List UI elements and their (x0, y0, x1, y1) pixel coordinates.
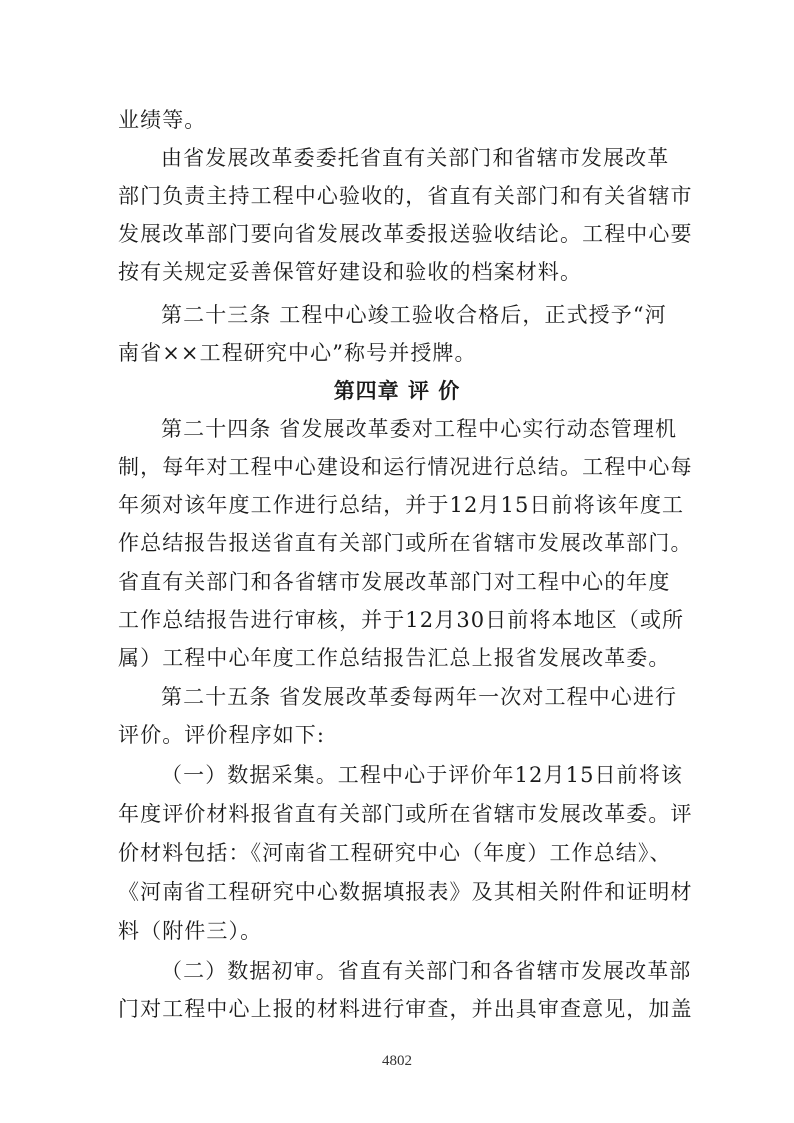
text-line: 发展改革部门要向省发展改革委报送验收结论。工程中心要 (118, 222, 693, 246)
article-25-line: 第二十五条 省发展改革委每两年一次对工程中心进行 (161, 685, 678, 709)
chapter-heading: 第四章 评 价 (333, 379, 461, 403)
text-line: 制，每年对工程中心建设和运行情况进行总结。工程中心每 (118, 455, 693, 479)
text-line: 料（附件三）。 (118, 919, 263, 943)
text-line: 按有关规定妥善保管好建设和验收的档案材料。 (118, 260, 583, 284)
text-line: 业绩等。 (118, 108, 207, 132)
item-1-line: （一）数据采集。工程中心于评价年12月15日前将该 (161, 763, 683, 787)
text-line: 由省发展改革委委托省直有关部门和省辖市发展改革 (161, 146, 670, 170)
text-line: 年须对该年度工作进行总结，并于12月15日前将该年度工 (118, 493, 685, 517)
text-line: 省直有关部门和各省辖市发展改革部门对工程中心的年度 (118, 570, 671, 594)
article-24-line: 第二十四条 省发展改革委对工程中心实行动态管理机 (161, 417, 678, 441)
text-line: 评价。评价程序如下: (118, 723, 326, 747)
text-line: 作总结报告报送省直有关部门或所在省辖市发展改革部门。 (118, 531, 693, 555)
item-2-line: （二）数据初审。省直有关部门和各省辖市发展改革部 (161, 959, 692, 983)
text-line: 属）工程中心年度工作总结报告汇总上报省发展改革委。 (118, 646, 671, 670)
text-line: 价材料包括：《河南省工程研究中心（年度）工作总结》、 (118, 841, 672, 865)
article-23-line: 第二十三条 工程中心竣工验收合格后，正式授予“河 (161, 303, 667, 327)
text-line: 南省××工程研究中心”称号并授牌。 (118, 341, 477, 365)
text-line: 工作总结报告进行审核，并于12月30日前将本地区（或所 (118, 608, 685, 632)
page-number: 4802 (382, 1053, 412, 1069)
text-line: 《河南省工程研究中心数据填报表》及其相关附件和证明材 (118, 880, 693, 904)
text-line: 门对工程中心上报的材料进行审查，并出具审查意见，加盖 (118, 997, 693, 1021)
text-line: 部门负责主持工程中心验收的，省直有关部门和有关省辖市 (118, 184, 693, 208)
text-line: 年度评价材料报省直有关部门或所在省辖市发展改革委。评 (118, 802, 693, 826)
